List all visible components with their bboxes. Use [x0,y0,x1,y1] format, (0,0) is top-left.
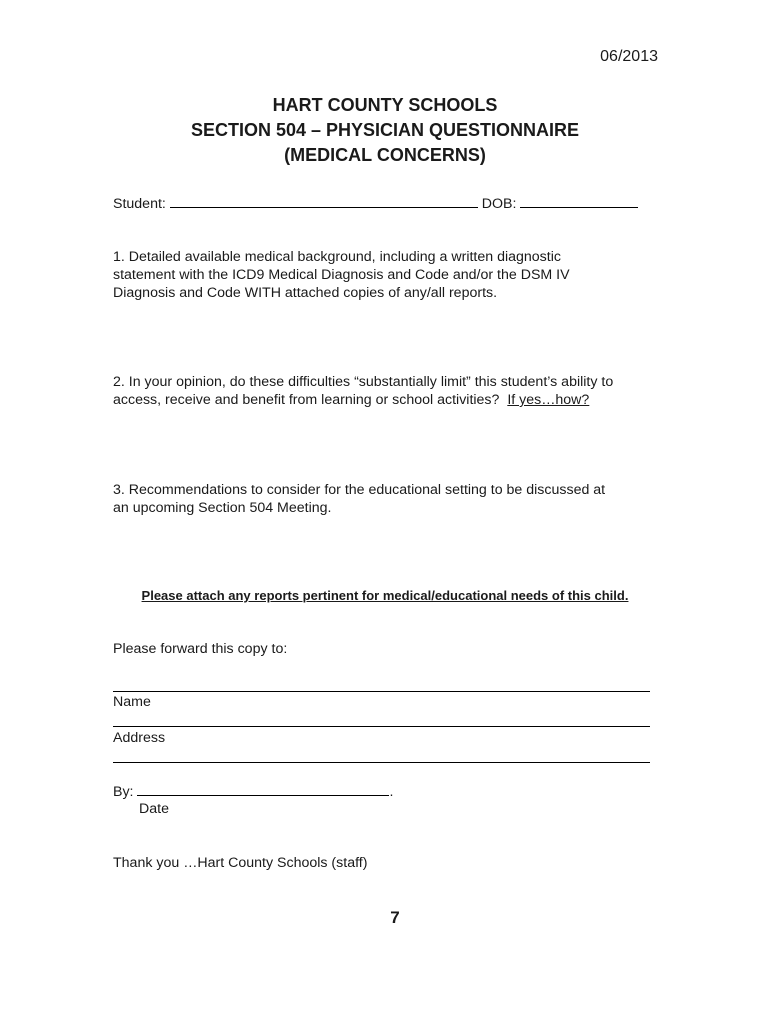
by-date-field[interactable] [137,783,389,796]
question-3-line: 3. Recommendations to consider for the educational setting to be discussed at [113,482,606,498]
form-subtitle: (MEDICAL CONCERNS) [284,145,486,165]
attach-reports-text: Please attach any reports pertinent for medical/educational needs of this child. [141,588,629,603]
dob-field[interactable] [520,195,638,208]
if-yes-how: If yes…how? [507,392,590,408]
address-line[interactable] [113,726,650,727]
question-1 [113,248,570,302]
school-title: HART COUNTY SCHOOLS [272,95,498,115]
form-date: 06/2013 [600,48,658,65]
by-label: By: [113,784,134,800]
question-2-line: 2. In your opinion, do these difficulties “substantially limit” this student’s ability to [113,374,614,390]
question-3-line: an upcoming Section 504 Meeting. [113,500,332,516]
address-line-2[interactable] [113,762,650,763]
student-field[interactable] [170,195,478,208]
page-number: 7 [390,908,400,927]
name-line[interactable] [113,691,650,692]
student-label: Student: [113,196,166,212]
closing-text: Thank you …Hart County Schools (staff) [113,855,368,871]
address-label: Address [113,730,166,746]
attach-reports-notice [0,588,770,603]
student-dob-row [113,195,638,213]
name-label: Name [113,694,151,710]
question-1-line: statement with the ICD9 Medical Diagnosis and Code and/or the DSM IV [113,267,570,283]
question-1-line: Diagnosis and Code WITH attached copies of any/all reports. [113,285,498,301]
question-3 [113,481,605,517]
question-2-line: access, receive and benefit from learning or school activities? [113,392,500,408]
form-title: SECTION 504 – PHYSICIAN QUESTIONNAIRE [190,120,580,140]
question-2 [113,373,613,409]
date-label: Date [139,801,169,817]
dob-label: DOB: [481,196,517,212]
by-period: . [389,784,394,800]
forward-label: Please forward this copy to: [113,641,288,657]
question-1-line: 1. Detailed available medical background, including a written diagnostic [113,249,561,265]
by-row [113,783,393,801]
